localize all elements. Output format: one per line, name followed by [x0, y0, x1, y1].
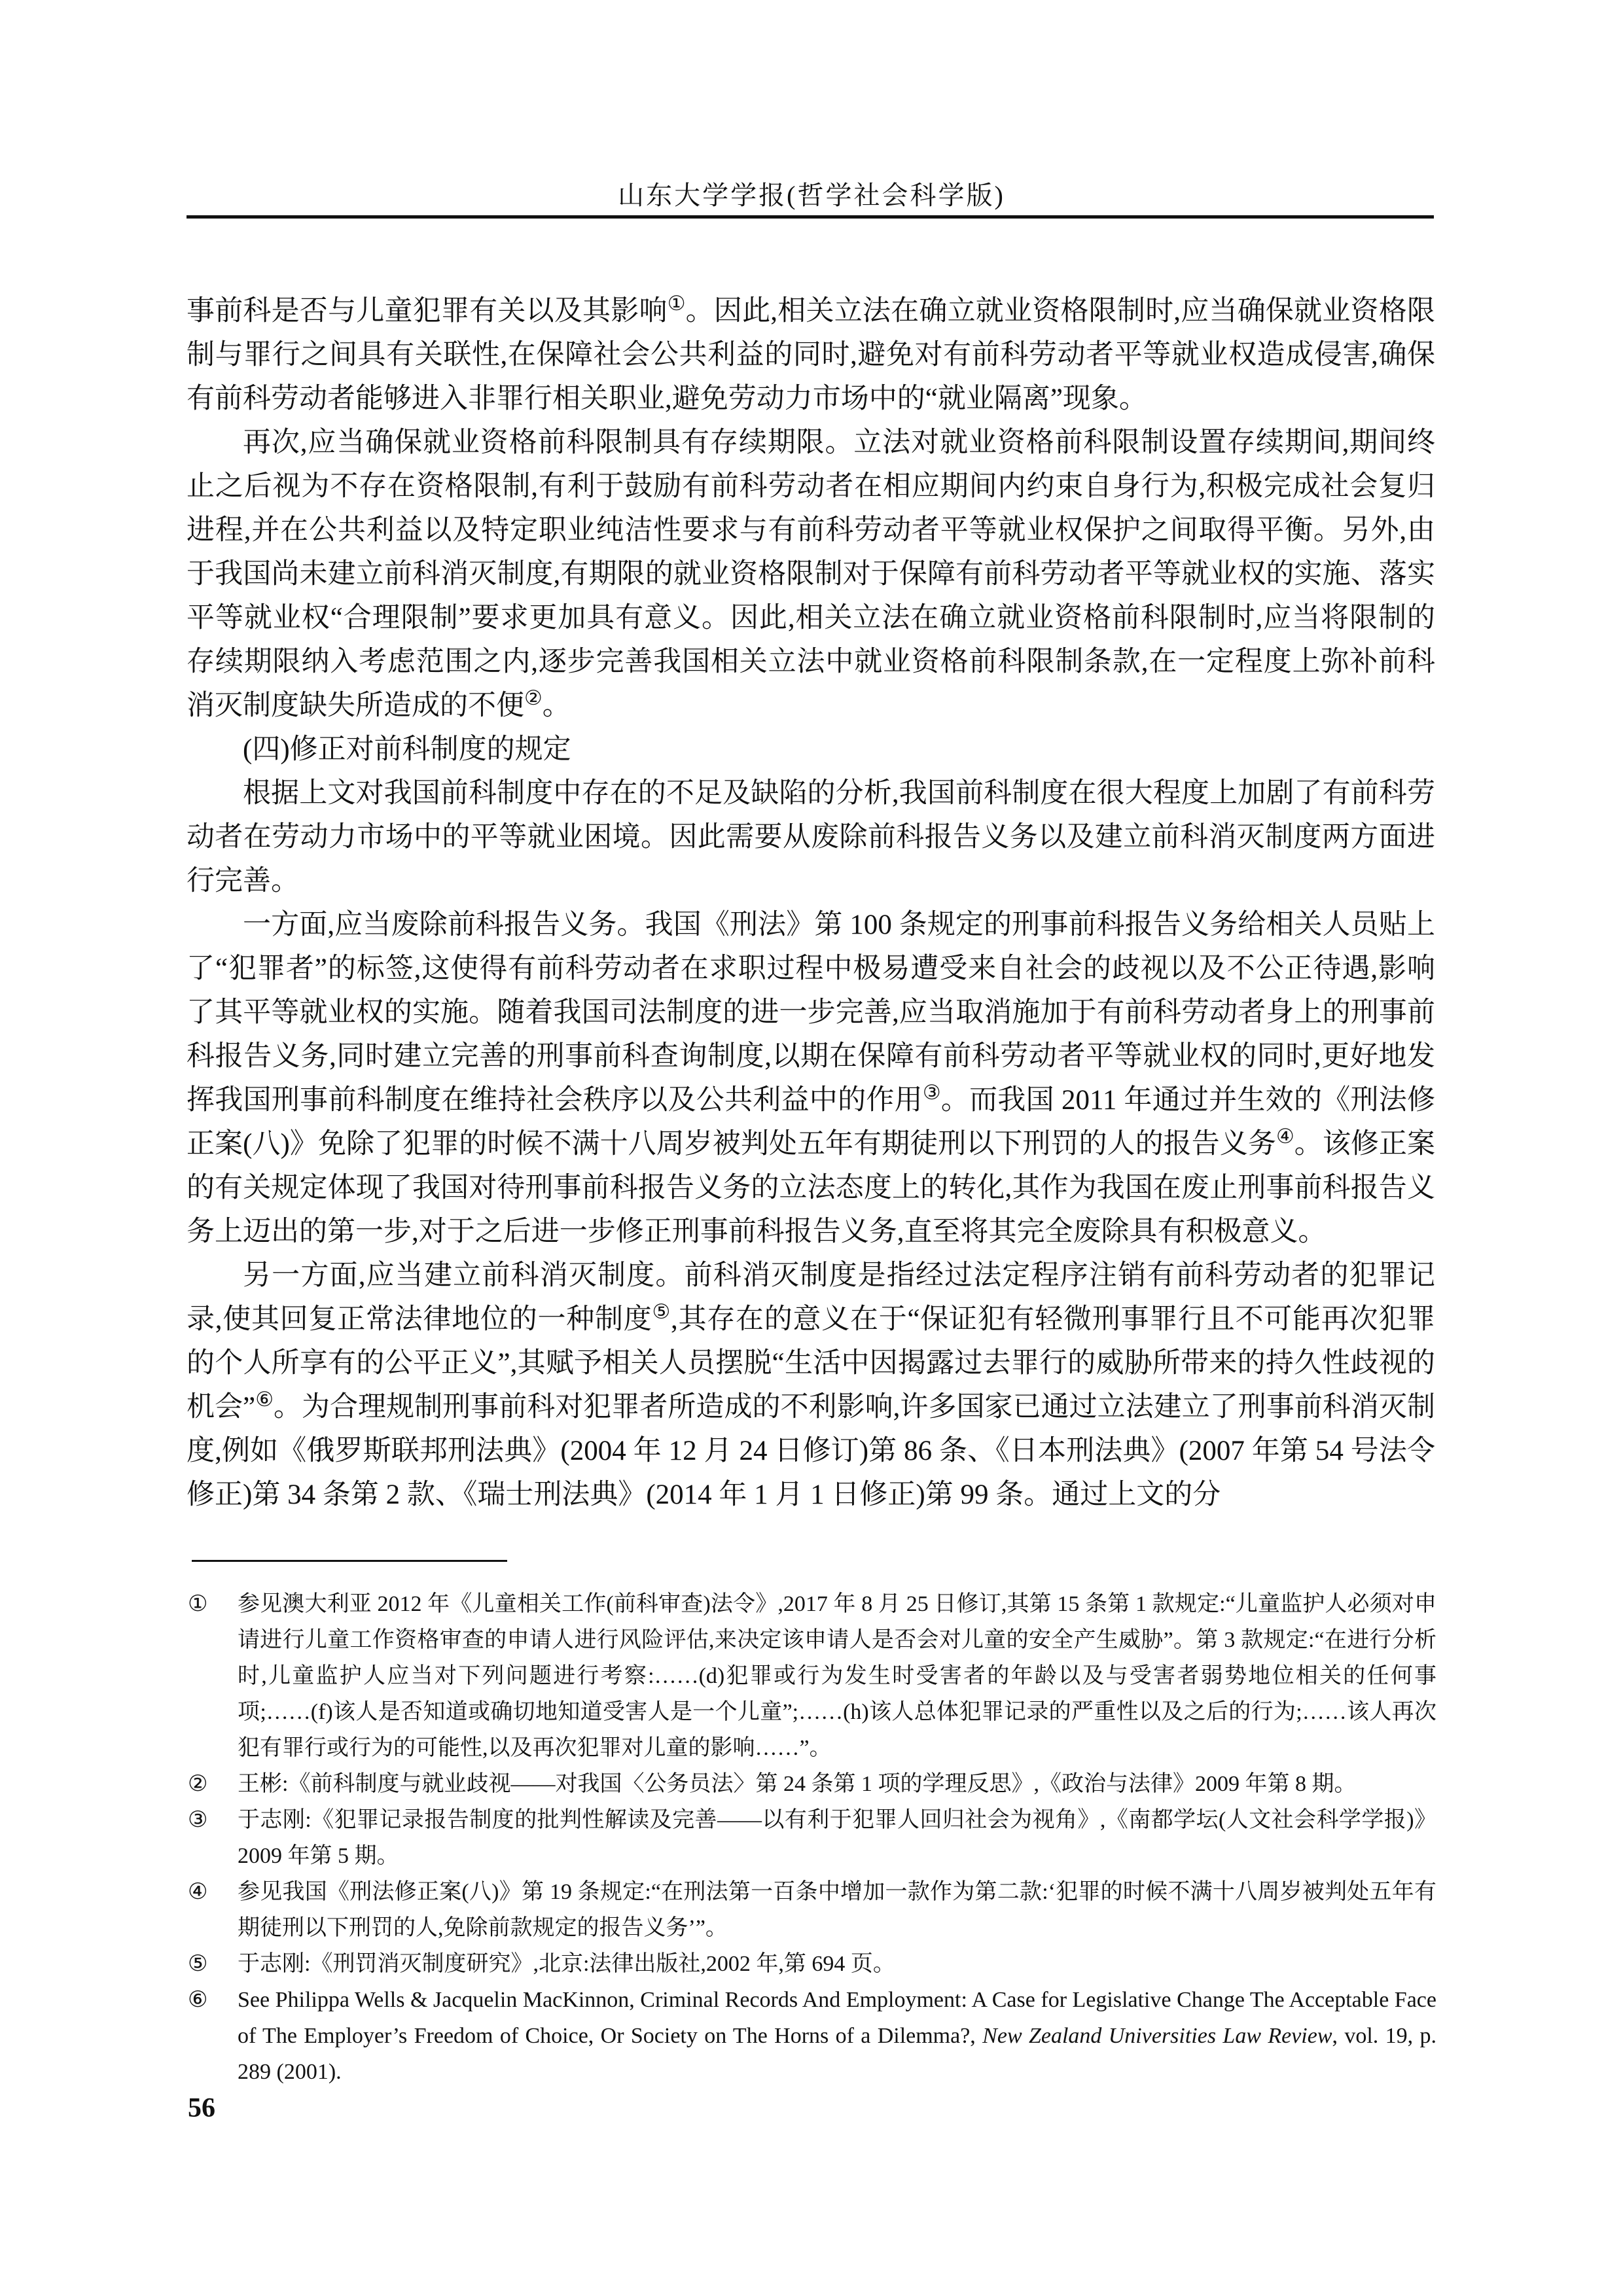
paragraph: 根据上文对我国前科制度中存在的不足及缺陷的分析,我国前科制度在很大程度上加剧了有前科劳动者在劳动力市场中的平等就业困境。因此需要从废除前科报告义务以及建立前科消灭制度两方面进行完善。	[187, 778, 1435, 896]
footnote-number: ④	[188, 1880, 208, 1904]
footnote-item	[187, 1586, 1436, 1766]
running-head-journal-title: 山东大学学报(哲学社会科学版)	[618, 181, 1005, 210]
footnote-number: ①	[188, 1592, 208, 1616]
footnote-number: ⑥	[188, 1988, 208, 2012]
page-number: 56	[188, 2093, 215, 2123]
footnote-text: 于志刚:《刑罚消灭制度研究》,北京:法律出版社,2002 年,第 694 页。	[238, 1952, 895, 1976]
section-heading: (四)修正对前科制度的规定	[243, 734, 571, 765]
footnote-number: ⑤	[188, 1952, 208, 1976]
paragraph: 事前科是否与儿童犯罪有关以及其影响①。因此,相关立法在确立就业资格限制时,应当确保就业资格限制与罪行之间具有关联性,在保障社会公共利益的同时,避免对有前科劳动者平等就业权造成侵害,确保有前科劳动者能够进入非罪行相关职业,避免劳动力市场中的“就业隔离”现象。	[187, 291, 1436, 414]
footnote-item	[187, 1982, 1436, 2090]
footnote-number: ③	[188, 1808, 208, 1832]
paragraph: 一方面,应当废除前科报告义务。我国《刑法》第 100 条规定的刑事前科报告义务给相关人员贴上了“犯罪者”的标签,这使得有前科劳动者在求职过程中极易遭受来自社会的歧视以及不公正待遇,影响了其平等就业权的实施。随着我国司法制度的进一步完善,应当取消施加于有前科劳动者身上的刑事前科报告义务,同时建立完善的刑事前科查询制度,以期在保障有前科劳动者平等就业权的同时,更好地发挥我国刑事前科制度在维持社会秩序以及公共利益中的作用③。而我国 2011 年通过并生效的《刑法修正案(八)》免除了犯罪的时候不满十八周岁被判处五年有期徒刑以下刑罚的人的报告义务④。该修正案的有关规定体现了我国对待刑事前科报告义务的立法态度上的转化,其作为我国在废止刑事前科报告义务上迈出的第一步,对于之后进一步修正刑事前科报告义务,直至将其完全废除具有积极意义。	[187, 910, 1436, 1247]
footnote-text-prefix: See Philippa Wells & Jacquelin MacKinnon, Criminal Records And Employment: A Case for Legislative Change The Acceptable Face of The Employer’s Freedom of Choice, Or Society on The Horns of a Dilemma?,	[238, 1988, 1436, 2048]
footnote-text	[238, 1988, 1436, 2084]
footnote-text: 参见澳大利亚 2012 年《儿童相关工作(前科审查)法令》,2017 年 8 月 25 日修订,其第 15 条第 1 款规定:“儿童监护人必须对申请进行儿童工作资格审查的申请人进行风险评估,来决定该申请人是否会对儿童的安全产生威胁”。第 3 款规定:“在进行分析时,儿童监护人应当对下列问题进行考察:……(d)犯罪或行为发生时受害者的年龄以及与受害者弱势地位相关的任何事项;……(f)该人是否知道或确切地知道受害人是一个儿童”;……(h)该人总体犯罪记录的严重性以及之后的行为;……该人再次犯有罪行或行为的可能性,以及再次犯罪对儿童的影响……”。	[238, 1592, 1436, 1760]
paragraph: 再次,应当确保就业资格前科限制具有存续期限。立法对就业资格前科限制设置存续期间,期间终止之后视为不存在资格限制,有利于鼓励有前科劳动者在相应期间内约束自身行为,积极完成社会复归进程,并在公共利益以及特定职业纯洁性要求与有前科劳动者平等就业权保护之间取得平衡。另外,由于我国尚未建立前科消灭制度,有期限的就业资格限制对于保障有前科劳动者平等就业权的实施、落实平等就业权“合理限制”要求更加具有意义。因此,相关立法在确立就业资格前科限制时,应当将限制的存续期限纳入考虑范围之内,逐步完善我国相关立法中就业资格前科限制条款,在一定程度上弥补前科消灭制度缺失所造成的不便②。	[187, 427, 1435, 721]
footnote-text-italic-title: New Zealand Universities Law Review	[982, 2024, 1332, 2048]
footnote-text: 参见我国《刑法修正案(八)》第 19 条规定:“在刑法第一百条中增加一款作为第二款:‘犯罪的时候不满十八周岁被判处五年有期徒刑以下刑罚的人,免除前款规定的报告义务’”。	[238, 1880, 1436, 1940]
header-rule	[187, 215, 1434, 219]
footnote-text-suffix: , vol. 19, p. 289 (2001).	[238, 2024, 1437, 2084]
footnote-separator	[192, 1560, 507, 1562]
paragraph: 另一方面,应当建立前科消灭制度。前科消灭制度是指经过法定程序注销有前科劳动者的犯罪记录,使其回复正常法律地位的一种制度⑤,其存在的意义在于“保证犯有轻微刑事罪行且不可能再次犯罪的个人所享有的公平正义”,其赋予相关人员摆脱“生活中因揭露过去罪行的威胁所带来的持久性歧视的机会”⑥。为合理规制刑事前科对犯罪者所造成的不利影响,许多国家已通过立法建立了刑事前科消灭制度,例如《俄罗斯联邦刑法典》(2004 年 12 月 24 日修订)第 86 条、《日本刑法典》(2007 年第 54 号法令修正)第 34 条第 2 款、《瑞士刑法典》(2014 年 1 月 1 日修正)第 99 条。通过上文的分	[187, 1260, 1435, 1510]
footnotes-block	[187, 1586, 1436, 2090]
article-body	[187, 289, 1435, 1517]
footnote-item	[187, 1766, 1436, 1802]
footnote-text: 于志刚:《犯罪记录报告制度的批判性解读及完善——以有利于犯罪人回归社会为视角》,《南都学坛(人文社会科学学报)》2009 年第 5 期。	[238, 1808, 1436, 1868]
footnote-number: ②	[188, 1772, 208, 1796]
footnote-item	[187, 1946, 1436, 1982]
footnote-text: 王彬:《前科制度与就业歧视——对我国〈公务员法〉第 24 条第 1 项的学理反思》,《政治与法律》2009 年第 8 期。	[238, 1772, 1357, 1796]
footnote-item	[187, 1874, 1436, 1946]
footnote-item	[187, 1802, 1436, 1874]
